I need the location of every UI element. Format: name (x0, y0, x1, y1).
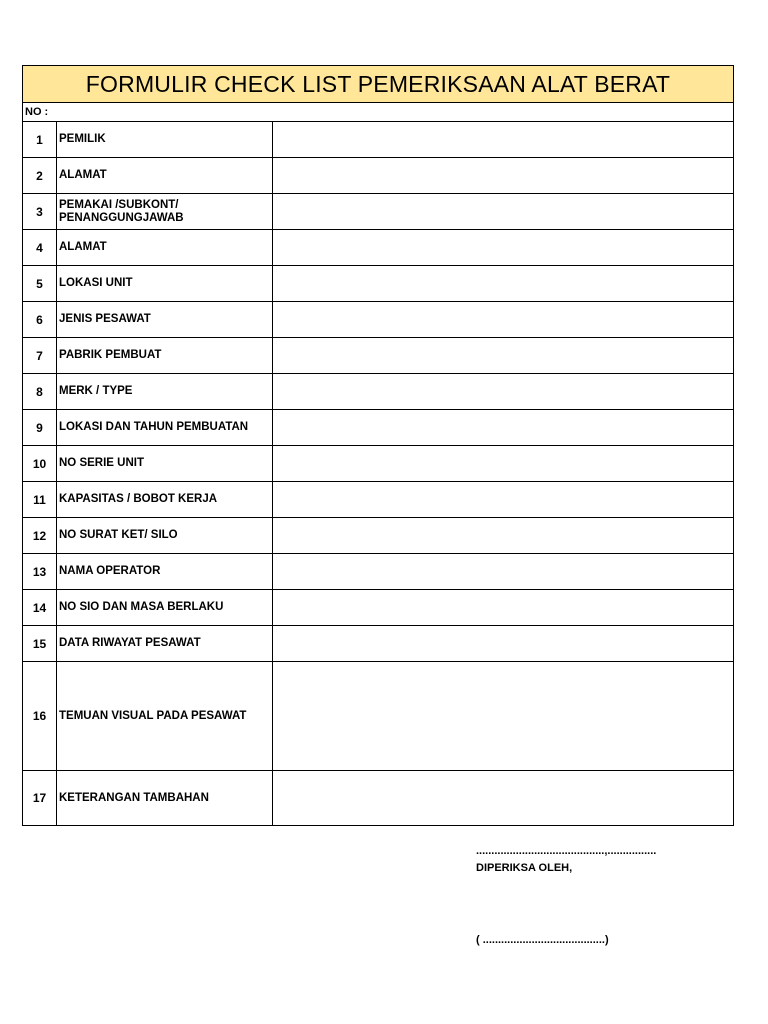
row-value-field[interactable] (273, 266, 733, 301)
row-label: LOKASI DAN TAHUN PEMBUATAN (57, 410, 273, 445)
table-row (23, 194, 733, 230)
row-value-field[interactable] (273, 158, 733, 193)
row-number: 6 (23, 302, 57, 337)
row-value-field[interactable] (273, 518, 733, 553)
row-label: PABRIK PEMBUAT (57, 338, 273, 373)
form-number-field[interactable] (23, 103, 733, 122)
row-label: ALAMAT (57, 230, 273, 265)
table-row (23, 482, 733, 518)
row-label: KAPASITAS / BOBOT KERJA (57, 482, 273, 517)
row-number: 15 (23, 626, 57, 661)
row-number: 14 (23, 590, 57, 625)
row-label: PEMAKAI /SUBKONT/ PENANGGUNGJAWAB (57, 194, 273, 229)
row-number: 16 (23, 662, 57, 770)
row-value-field[interactable] (273, 194, 733, 229)
row-label: KETERANGAN TAMBAHAN (57, 771, 273, 825)
signature-name-line: ( ........................................) (476, 934, 609, 946)
table-row (23, 338, 733, 374)
row-value-field[interactable] (273, 338, 733, 373)
row-number: 5 (23, 266, 57, 301)
row-label: NO SERIE UNIT (57, 446, 273, 481)
row-value-field[interactable] (273, 771, 733, 825)
row-number: 7 (23, 338, 57, 373)
row-label: PEMILIK (57, 122, 273, 157)
row-value-field[interactable] (273, 626, 733, 661)
row-label: NO SIO DAN MASA BERLAKU (57, 590, 273, 625)
row-value-field[interactable] (273, 302, 733, 337)
row-label: NAMA OPERATOR (57, 554, 273, 589)
row-label: NO SURAT KET/ SILO (57, 518, 273, 553)
table-row (23, 266, 733, 302)
row-number: 1 (23, 122, 57, 157)
row-value-field[interactable] (273, 482, 733, 517)
row-number: 9 (23, 410, 57, 445)
table-row (23, 410, 733, 446)
row-label: MERK / TYPE (57, 374, 273, 409)
row-value-field[interactable] (273, 590, 733, 625)
row-label: LOKASI UNIT (57, 266, 273, 301)
table-row (23, 446, 733, 482)
table-row (23, 302, 733, 338)
row-number: 13 (23, 554, 57, 589)
row-label: DATA RIWAYAT PESAWAT (57, 626, 273, 661)
row-number: 3 (23, 194, 57, 229)
table-row (23, 518, 733, 554)
row-value-field[interactable] (273, 446, 733, 481)
row-number: 11 (23, 482, 57, 517)
row-number: 8 (23, 374, 57, 409)
row-number: 12 (23, 518, 57, 553)
table-row (23, 230, 733, 266)
place-date-line: ..........................................,................ (476, 845, 657, 857)
row-value-field[interactable] (273, 122, 733, 157)
row-value-field[interactable] (273, 410, 733, 445)
checklist-table (23, 122, 733, 825)
table-row (23, 590, 733, 626)
row-label: JENIS PESAWAT (57, 302, 273, 337)
form-number-label: NO : (25, 106, 49, 118)
table-row (23, 374, 733, 410)
row-value-field[interactable] (273, 554, 733, 589)
row-number: 10 (23, 446, 57, 481)
row-label: TEMUAN VISUAL PADA PESAWAT (57, 662, 273, 770)
table-row (23, 662, 733, 771)
table-row (23, 158, 733, 194)
form-title: FORMULIR CHECK LIST PEMERIKSAAN ALAT BERAT (23, 66, 733, 103)
row-value-field[interactable] (273, 230, 733, 265)
row-number: 4 (23, 230, 57, 265)
row-number: 2 (23, 158, 57, 193)
row-value-field[interactable] (273, 662, 733, 770)
row-label: ALAMAT (57, 158, 273, 193)
table-row (23, 554, 733, 590)
table-row (23, 626, 733, 662)
table-row (23, 122, 733, 158)
row-number: 17 (23, 771, 57, 825)
row-value-field[interactable] (273, 374, 733, 409)
checklist-form (22, 65, 734, 826)
checked-by-label: DIPERIKSA OLEH, (476, 862, 573, 874)
table-row (23, 771, 733, 825)
